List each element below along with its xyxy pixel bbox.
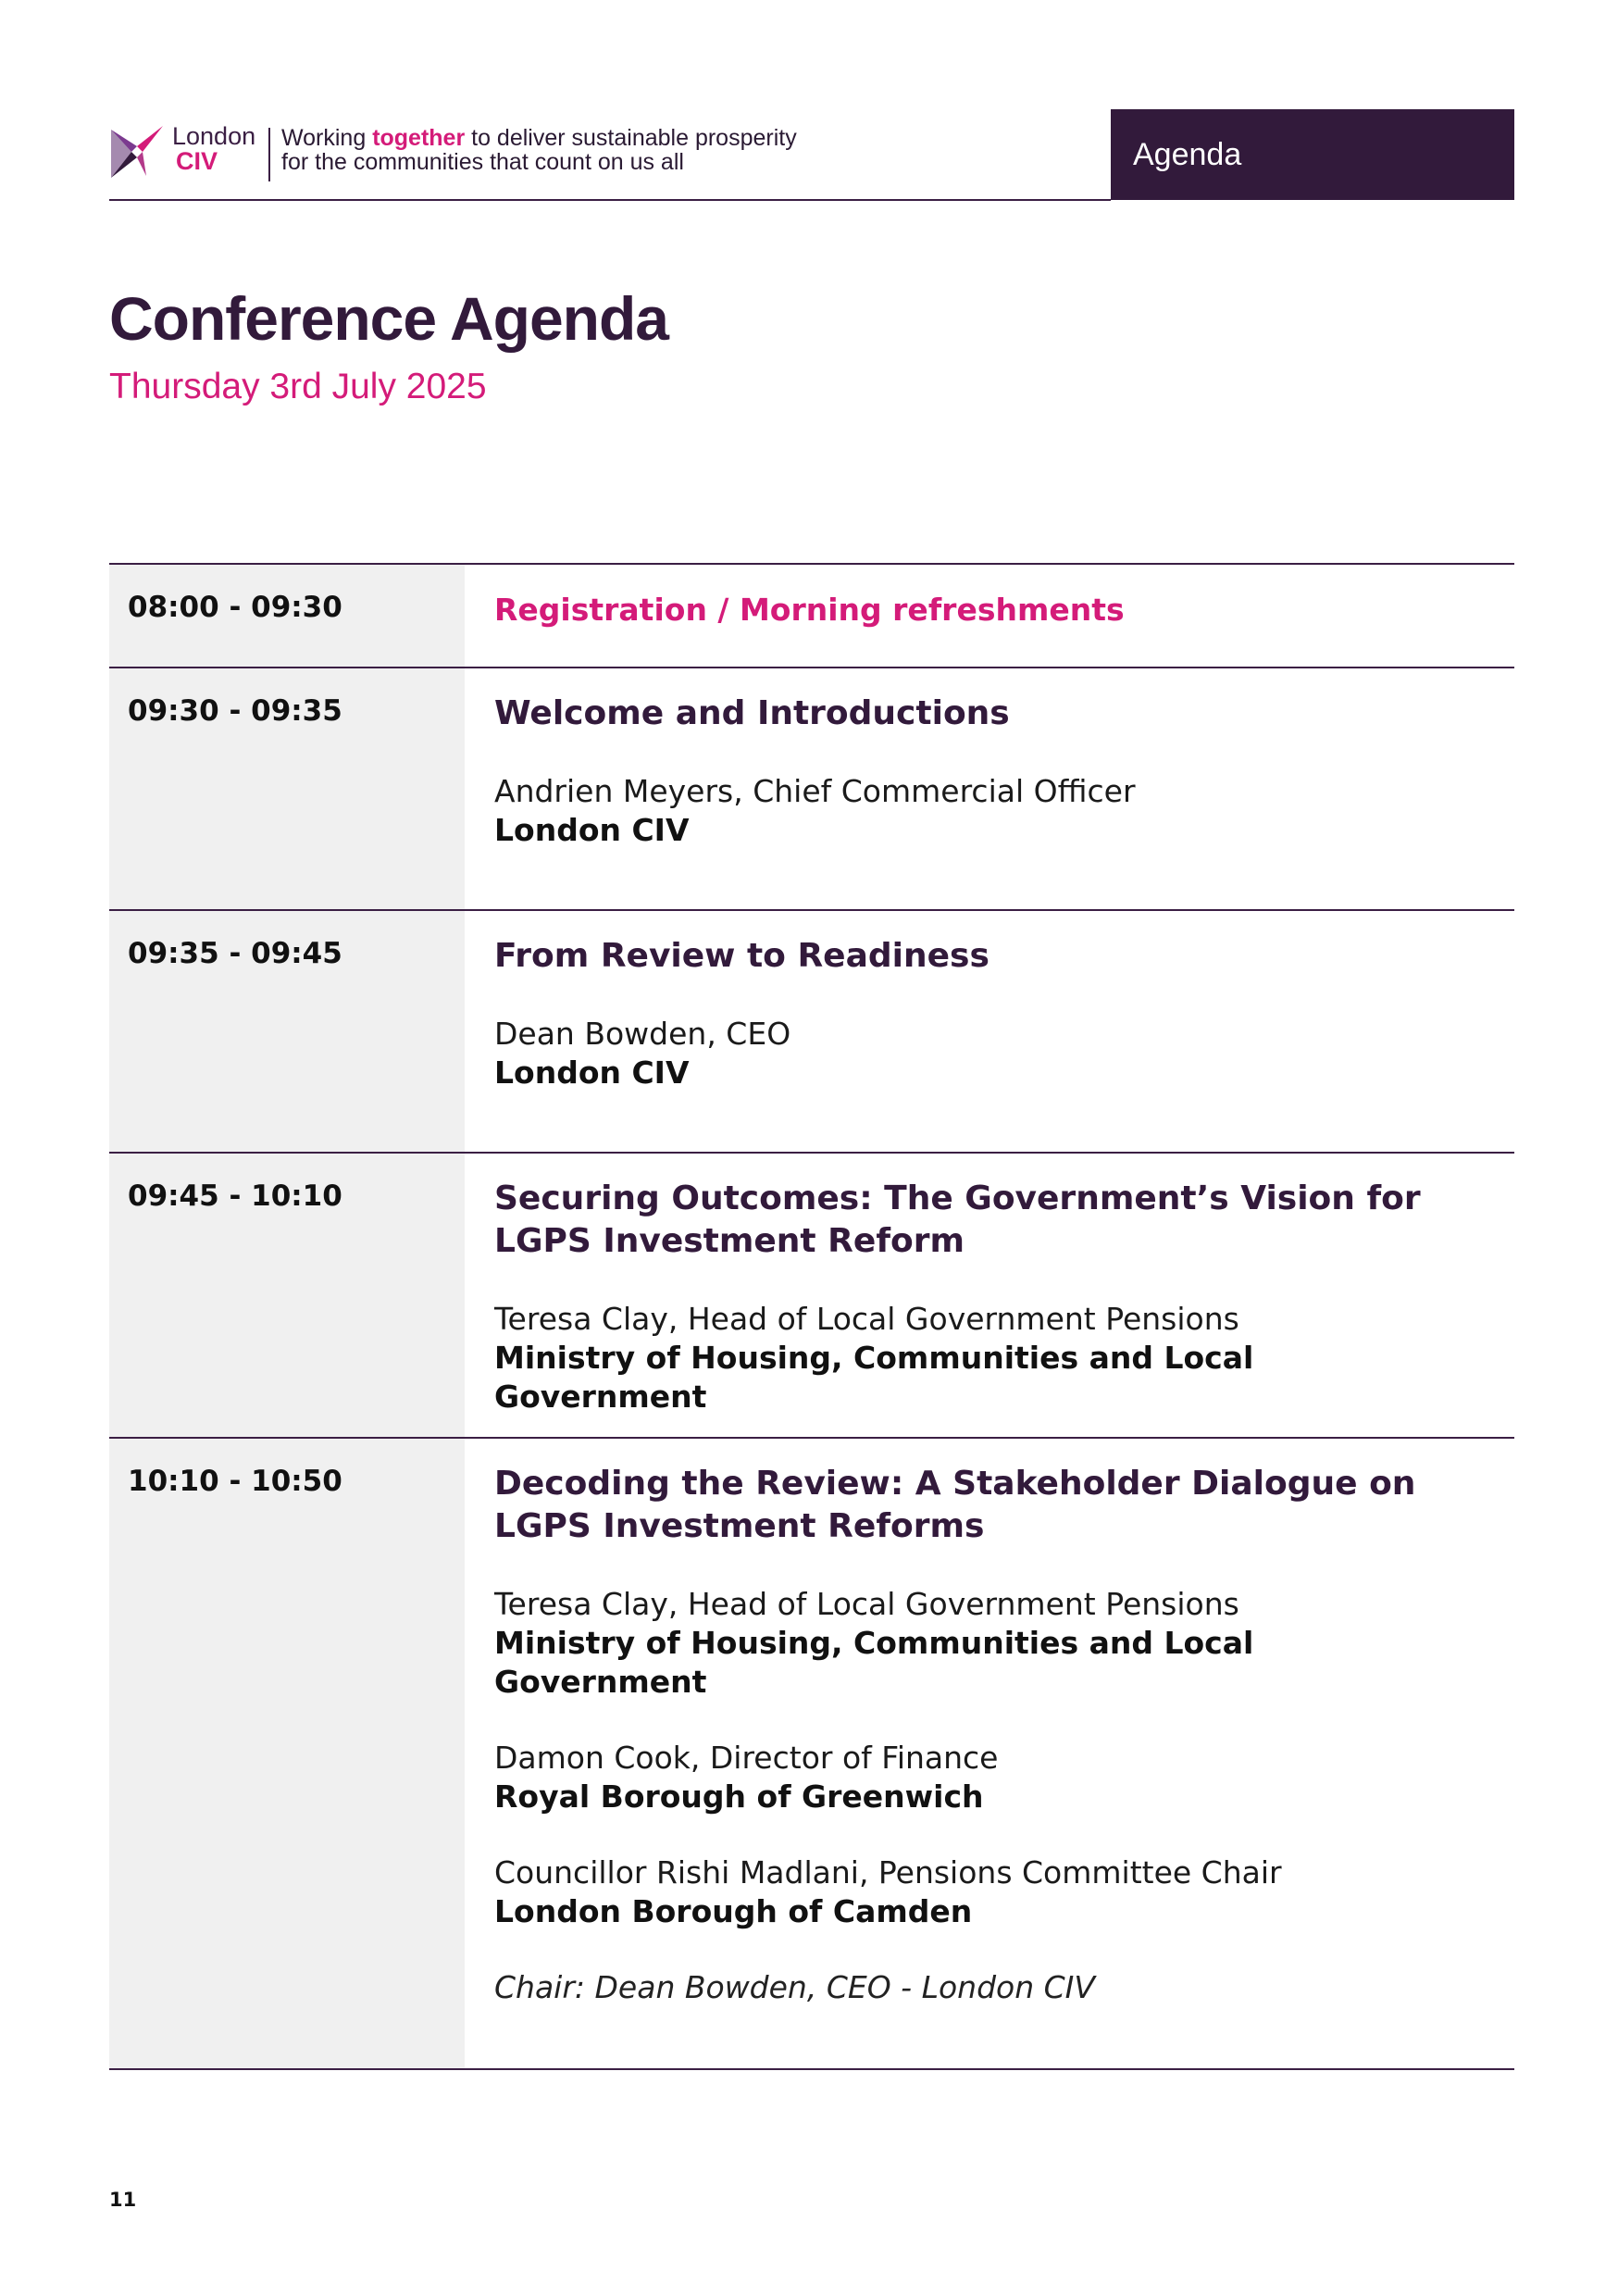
- session-time: 10:10 - 10:50: [109, 1439, 465, 2068]
- session-chair: Chair: Dean Bowden, CEO - London CIV: [494, 1969, 1095, 2005]
- session-time: 08:00 - 09:30: [109, 565, 465, 667]
- speaker: [494, 1300, 1459, 1416]
- session-title: Registration / Morning refreshments: [494, 592, 1125, 628]
- section-tab: Agenda: [1111, 109, 1514, 200]
- page-header: [109, 109, 1514, 202]
- brand-line-2: CIV: [176, 147, 218, 175]
- speaker-name: Damon Cook, Director of Finance: [494, 1740, 999, 1776]
- session-time: 09:45 - 10:10: [109, 1154, 465, 1437]
- speaker-org: London CIV: [494, 812, 690, 848]
- london-civ-logo-icon: [109, 124, 165, 180]
- page-title: Conference Agenda: [109, 284, 669, 353]
- session-time: 09:30 - 09:35: [109, 668, 465, 909]
- speaker-name: Councillor Rishi Madlani, Pensions Committee Chair: [494, 1854, 1282, 1890]
- header-rule: [109, 199, 1111, 201]
- tagline-line-2: for the communities that count on us all: [281, 149, 684, 175]
- brand-divider: [268, 128, 270, 181]
- session-title-line-1: Securing Outcomes: The Government’s Vision for: [494, 1179, 1421, 1217]
- tagline-post: to deliver sustainable prosperity: [465, 125, 797, 151]
- speaker: [494, 1853, 1459, 1931]
- page-date: Thursday 3rd July 2025: [109, 367, 487, 406]
- tagline-pre: Working: [281, 125, 373, 151]
- agenda-row: [109, 1152, 1514, 1437]
- speaker-org: Royal Borough of Greenwich: [494, 1778, 984, 1815]
- agenda-row: [109, 667, 1514, 909]
- session-time: 09:35 - 09:45: [109, 911, 465, 1152]
- session-title: [494, 1463, 1459, 1548]
- speaker-org: Ministry of Housing, Communities and Local Government: [494, 1625, 1254, 1700]
- session-title: Welcome and Introductions: [494, 694, 1010, 732]
- speaker: [494, 772, 1459, 850]
- speaker-name: Teresa Clay, Head of Local Government Pensions: [494, 1586, 1239, 1622]
- speaker-org: Ministry of Housing, Communities and Local Government: [494, 1340, 1254, 1415]
- brand-line-1: London: [172, 122, 256, 150]
- speaker-name: Dean Bowden, CEO: [494, 1016, 791, 1052]
- brand-name: [172, 124, 255, 174]
- speaker-org: London Borough of Camden: [494, 1893, 973, 1929]
- agenda-row: [109, 909, 1514, 1152]
- agenda-row: [109, 563, 1514, 667]
- session-title-line-2: LGPS Investment Reforms: [494, 1507, 985, 1545]
- speaker-name: Andrien Meyers, Chief Commercial Officer: [494, 773, 1136, 809]
- session-title-line-1: Decoding the Review: A Stakeholder Dialogue on: [494, 1465, 1416, 1503]
- session-title: [494, 1178, 1459, 1263]
- speaker: [494, 1015, 1459, 1092]
- agenda-row: [109, 1437, 1514, 2070]
- agenda-table: [109, 563, 1514, 2070]
- speaker-name: Teresa Clay, Head of Local Government Pensions: [494, 1301, 1239, 1337]
- session-title: From Review to Readiness: [494, 937, 989, 975]
- speaker: [494, 1739, 1459, 1816]
- page-number: 11: [109, 2189, 137, 2211]
- tagline: [281, 126, 797, 174]
- tagline-highlight: together: [372, 125, 466, 151]
- speaker-org: London CIV: [494, 1054, 690, 1091]
- session-title-line-2: LGPS Investment Reform: [494, 1222, 965, 1260]
- speaker: [494, 1585, 1459, 1702]
